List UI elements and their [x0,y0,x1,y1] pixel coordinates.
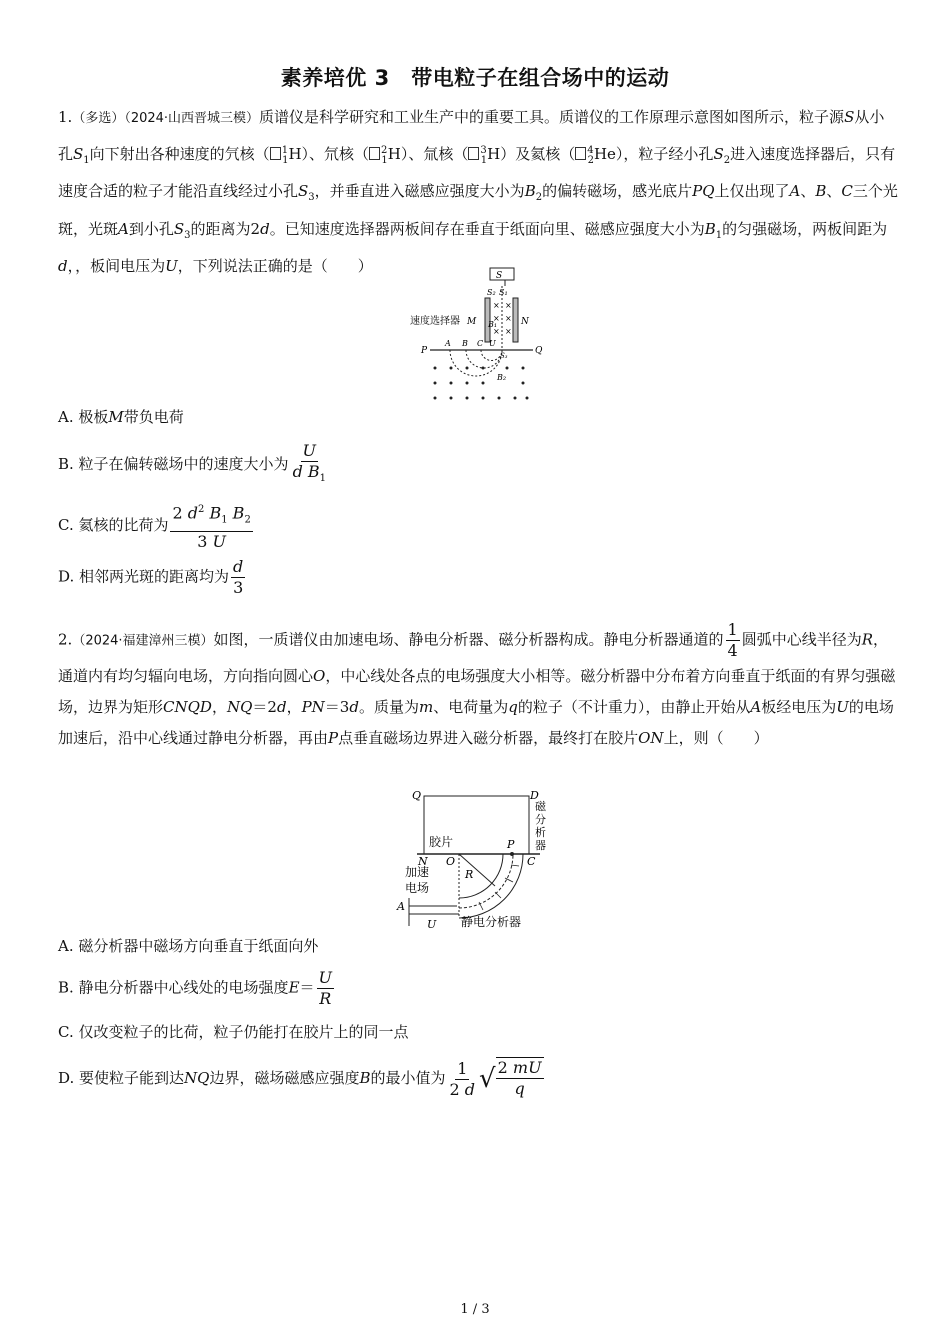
svg-text:B: B [462,339,468,348]
page-title: 素养培优 3 带电粒子在组合场中的运动 [280,66,670,90]
svg-text:P: P [507,838,515,851]
svg-text:S: S [496,271,503,281]
q1-option-d[interactable]: D. 相邻两光斑的距离均为 $\frac{d}{3}$ [58,557,244,597]
svg-text:S₂: S₂ [487,288,496,297]
svg-text:P: P [421,346,428,356]
source-tag: （2024·福建漳州三模） [72,633,214,649]
svg-text:U: U [427,918,437,931]
svg-text:速: 速 [417,865,430,879]
svg-text:M: M [467,317,477,327]
svg-text:A: A [397,900,405,913]
q2-option-a[interactable]: A. 磁分析器中磁场方向垂直于纸面向外 [58,937,319,955]
svg-text:分: 分 [535,813,546,826]
placeholder-box-icon [575,147,586,160]
source-tag: （2024·山西晋城三模） [124,111,260,126]
svg-text:N: N [521,317,529,327]
svg-text:S₁: S₁ [499,288,508,297]
page-number: 1 / 3 [460,1302,490,1317]
q1-option-b[interactable]: B. 粒子在偏转磁场中的速度大小为 $\frac{U}{d B_1}$ [58,441,327,485]
svg-text:R: R [465,868,474,881]
svg-text:磁: 磁 [535,800,546,813]
svg-text:电: 电 [405,881,418,895]
placeholder-box-icon [270,147,281,160]
question-1-text: 1.（多选）（2024·山西晋城三模）质谱仪是科学研究和工业生产中的重要工具。质谱仪的工作原理示意图如图所示，粒子源S从小孔$S_1$向下射出各种速度的氕核（ $^1_1$H）、氘核（ $^2_1$H）、氚核（ $^3_1$H）及氦核（ $^4_2$He），粒子经小孔$S_2$进入速度选择器后，只有速度合适的粒子才能沿直线经过小孔$S_3$，并垂直进入磁感应强度大小为$B_2$的偏转磁场，感光底片PQ上仅出现了A、B、C三个光斑，光斑A到小孔$S_3$的距离为2d。已知速度选择器两板间存在垂直于纸面向里、磁感应强度大小为$B_1$的匀强磁场，两板间距为d，，板间电压为U，下列说法正确的是（ ） [58,108,898,275]
question-2-text: 2.（2024·福建漳州三模）如图，一质谱仪由加速电场、静电分析器、磁分析器构成。静电分析器通道的 $\frac{1}{4}$ 圆弧中心线半径为R，通道内有均匀辐向电场，方向指向圆心O，中心线处各点的电场强度大小相等。磁分析器中分布着方向垂直于纸面的有界匀强磁场，边界为矩形CNQD，NQ＝2d，PN＝3d。质量为m、电荷量为q的粒子（不计重力），由静止开始从A板经电压为U的电场加速后，沿中心线通过静电分析器，再由P点垂直磁场边界进入磁分析器，最终打在胶片ON上，则（ ） [58,620,896,747]
q2-option-d[interactable]: D. 要使粒子能到达NQ边界，磁场磁感应强度B的最小值为 $\frac{1}{2 d}$ √ $\frac{2 mU}{q}$ [58,1057,544,1101]
svg-text:A: A [445,339,451,348]
electrostatic-analyzer-label: 静电分析器 [461,915,522,929]
q1-option-c[interactable]: C. 氦核的比荷为 $\frac{2 d^2 B_1 B_2}{3 U}$ [58,500,255,552]
svg-text:N: N [418,855,428,868]
velocity-selector-label: 速度选择器 [410,316,460,327]
svg-text:×: × [505,301,512,310]
q2-option-b[interactable]: B. 静电分析器中心线处的电场强度E＝ $\frac{U}{R}$ [58,968,333,1008]
q2-option-c[interactable]: C. 仅改变粒子的比荷，粒子仍能打在胶片上的同一点 [58,1023,409,1041]
svg-text:C: C [477,339,484,348]
svg-text:析: 析 [535,826,546,839]
placeholder-box-icon [369,147,380,160]
svg-text:×: × [493,314,500,323]
svg-text:加: 加 [405,865,418,879]
svg-text:U: U [489,339,496,348]
svg-text:Q: Q [412,789,422,802]
multi-select-tag: （多选） [72,111,125,126]
svg-text:O: O [446,855,456,868]
svg-text:C: C [527,855,536,868]
svg-text:D: D [530,789,539,802]
svg-text:×: × [493,301,500,310]
svg-text:Q: Q [535,346,543,356]
svg-text:B₁: B₁ [488,320,498,329]
svg-text:S₃: S₃ [500,352,508,360]
svg-text:×: × [505,314,512,323]
figure-mass-spectrometer-1 [405,264,555,406]
placeholder-box-icon [468,147,479,160]
film-label: 胶片 [429,835,454,849]
figure-mass-spectrometer-2 [395,786,565,934]
svg-text:B₂: B₂ [497,373,507,382]
svg-text:×: × [505,327,512,336]
svg-text:场: 场 [417,881,430,895]
svg-text:×: × [493,327,500,336]
q1-option-a[interactable]: A. 极板M带负电荷 [58,408,184,426]
svg-text:器: 器 [535,839,546,852]
